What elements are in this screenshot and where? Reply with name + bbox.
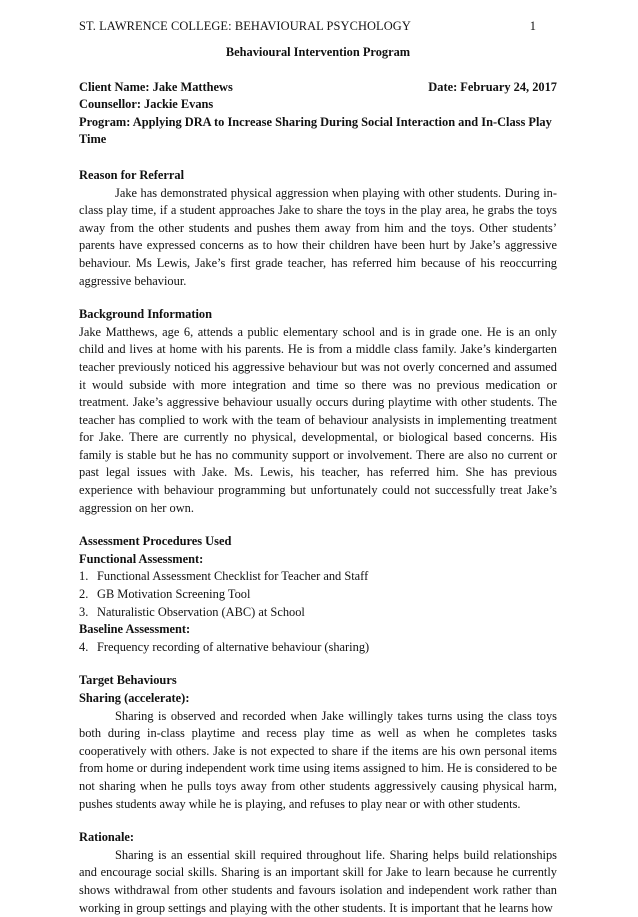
background-paragraph: Jake Matthews, age 6, attends a public elementary school and is in grade one. He is an only child and lives at home with his parents. He is from a middle class family. Jake’s kindergarten teacher previously noticed his aggressive behaviour but was not overly concerned and assumed it would subside with more integration and time so there was no previous medication or treatment. Jake’s aggressive behaviour usually occurs during playtime with other students. The teacher has complied to work with the team of behaviour analysists in implementing treatment for Jake. There are currently no physical, developmental, or biological based concerns. His family is stable but he has no community support or involvement. There are also no current or past legal issues with Jake. Ms. Lewis, his teacher, has referred him. She has previous experience with behaviour programming but unfortunately could not successfully treat Jake’s aggression on her own. [79,324,557,515]
list-item [79,639,557,657]
list-item [79,604,557,622]
baseline-assessment-heading: Baseline Assessment: [79,622,191,637]
list-item-text: Frequency recording of alternative behaviour (sharing) [97,639,370,654]
list-item-text: Functional Assessment Checklist for Teacher and Staff [97,569,369,584]
list-item-text: GB Motivation Screening Tool [97,587,251,602]
list-item-text: Naturalistic Observation (ABC) at School [97,604,305,619]
list-item [79,568,557,586]
target-heading: Target Behaviours [79,673,177,688]
document-title: Behavioural Intervention Program [225,45,411,59]
baseline-assessment-list [79,639,557,657]
functional-assessment-heading: Functional Assessment: [79,551,204,566]
running-head: ST. LAWRENCE COLLEGE: BEHAVIOURAL PSYCHOLOGY [79,19,411,33]
list-item-number: 3. [79,604,89,619]
report-date: Date: February 24, 2017 [428,79,557,94]
program-title: Program: Applying DRA to Increase Sharing During Social Interaction and In-Class Play Time [79,114,552,147]
list-item-number: 4. [79,639,89,654]
functional-assessment-list [79,568,557,621]
referral-heading: Reason for Referral [79,167,185,182]
client-row [79,79,557,97]
referral-paragraph: Jake has demonstrated physical aggression when playing with other students. During in-class play time, if a student approaches Jake to share the toys in the play area, he grabs the toys away from the other students and pushes them away from him and the toys. Other students’ parents have expressed concerns as to how their children have been hurt by Jake’s aggressive behaviour. Ms Lewis, Jake’s first grade teacher, has referred him because of his reoccurring aggressive behaviour. [79,185,557,288]
assessment-heading: Assessment Procedures Used [79,534,232,549]
target-subheading: Sharing (accelerate): [79,691,190,705]
background-heading: Background Information [79,307,212,322]
list-item-number: 1. [79,569,89,584]
rationale-paragraph: Sharing is an essential skill required throughout life. Sharing helps build relationships and encourage social skills. Sharing is an important skill for Jake to learn because he currently shows withdrawal from other students and favours isolation and independent work rather than working in group settings and playing with the other students. It is important that he learns how [79,847,557,915]
client-name: Client Name: Jake Matthews [79,79,233,94]
rationale-heading: Rationale: [79,830,135,845]
list-item-number: 2. [79,587,89,602]
list-item [79,586,557,604]
page-number: 1 [529,19,536,33]
document-body [79,44,557,917]
target-paragraph: Sharing is observed and recorded when Jake willingly takes turns using the class toys both during in-class playtime and recess play time as well as when he completes tasks cooperatively with others. Jake is not expected to share if the items are his own personal items from home or during independent work time using items assigned to him. He is considered to be not sharing when he pulls toys away from other students aggressively causing physical harm, pushes students away while he is playing, and refuses to play near or with other students. [79,708,557,811]
counsellor: Counsellor: Jackie Evans [79,97,214,112]
